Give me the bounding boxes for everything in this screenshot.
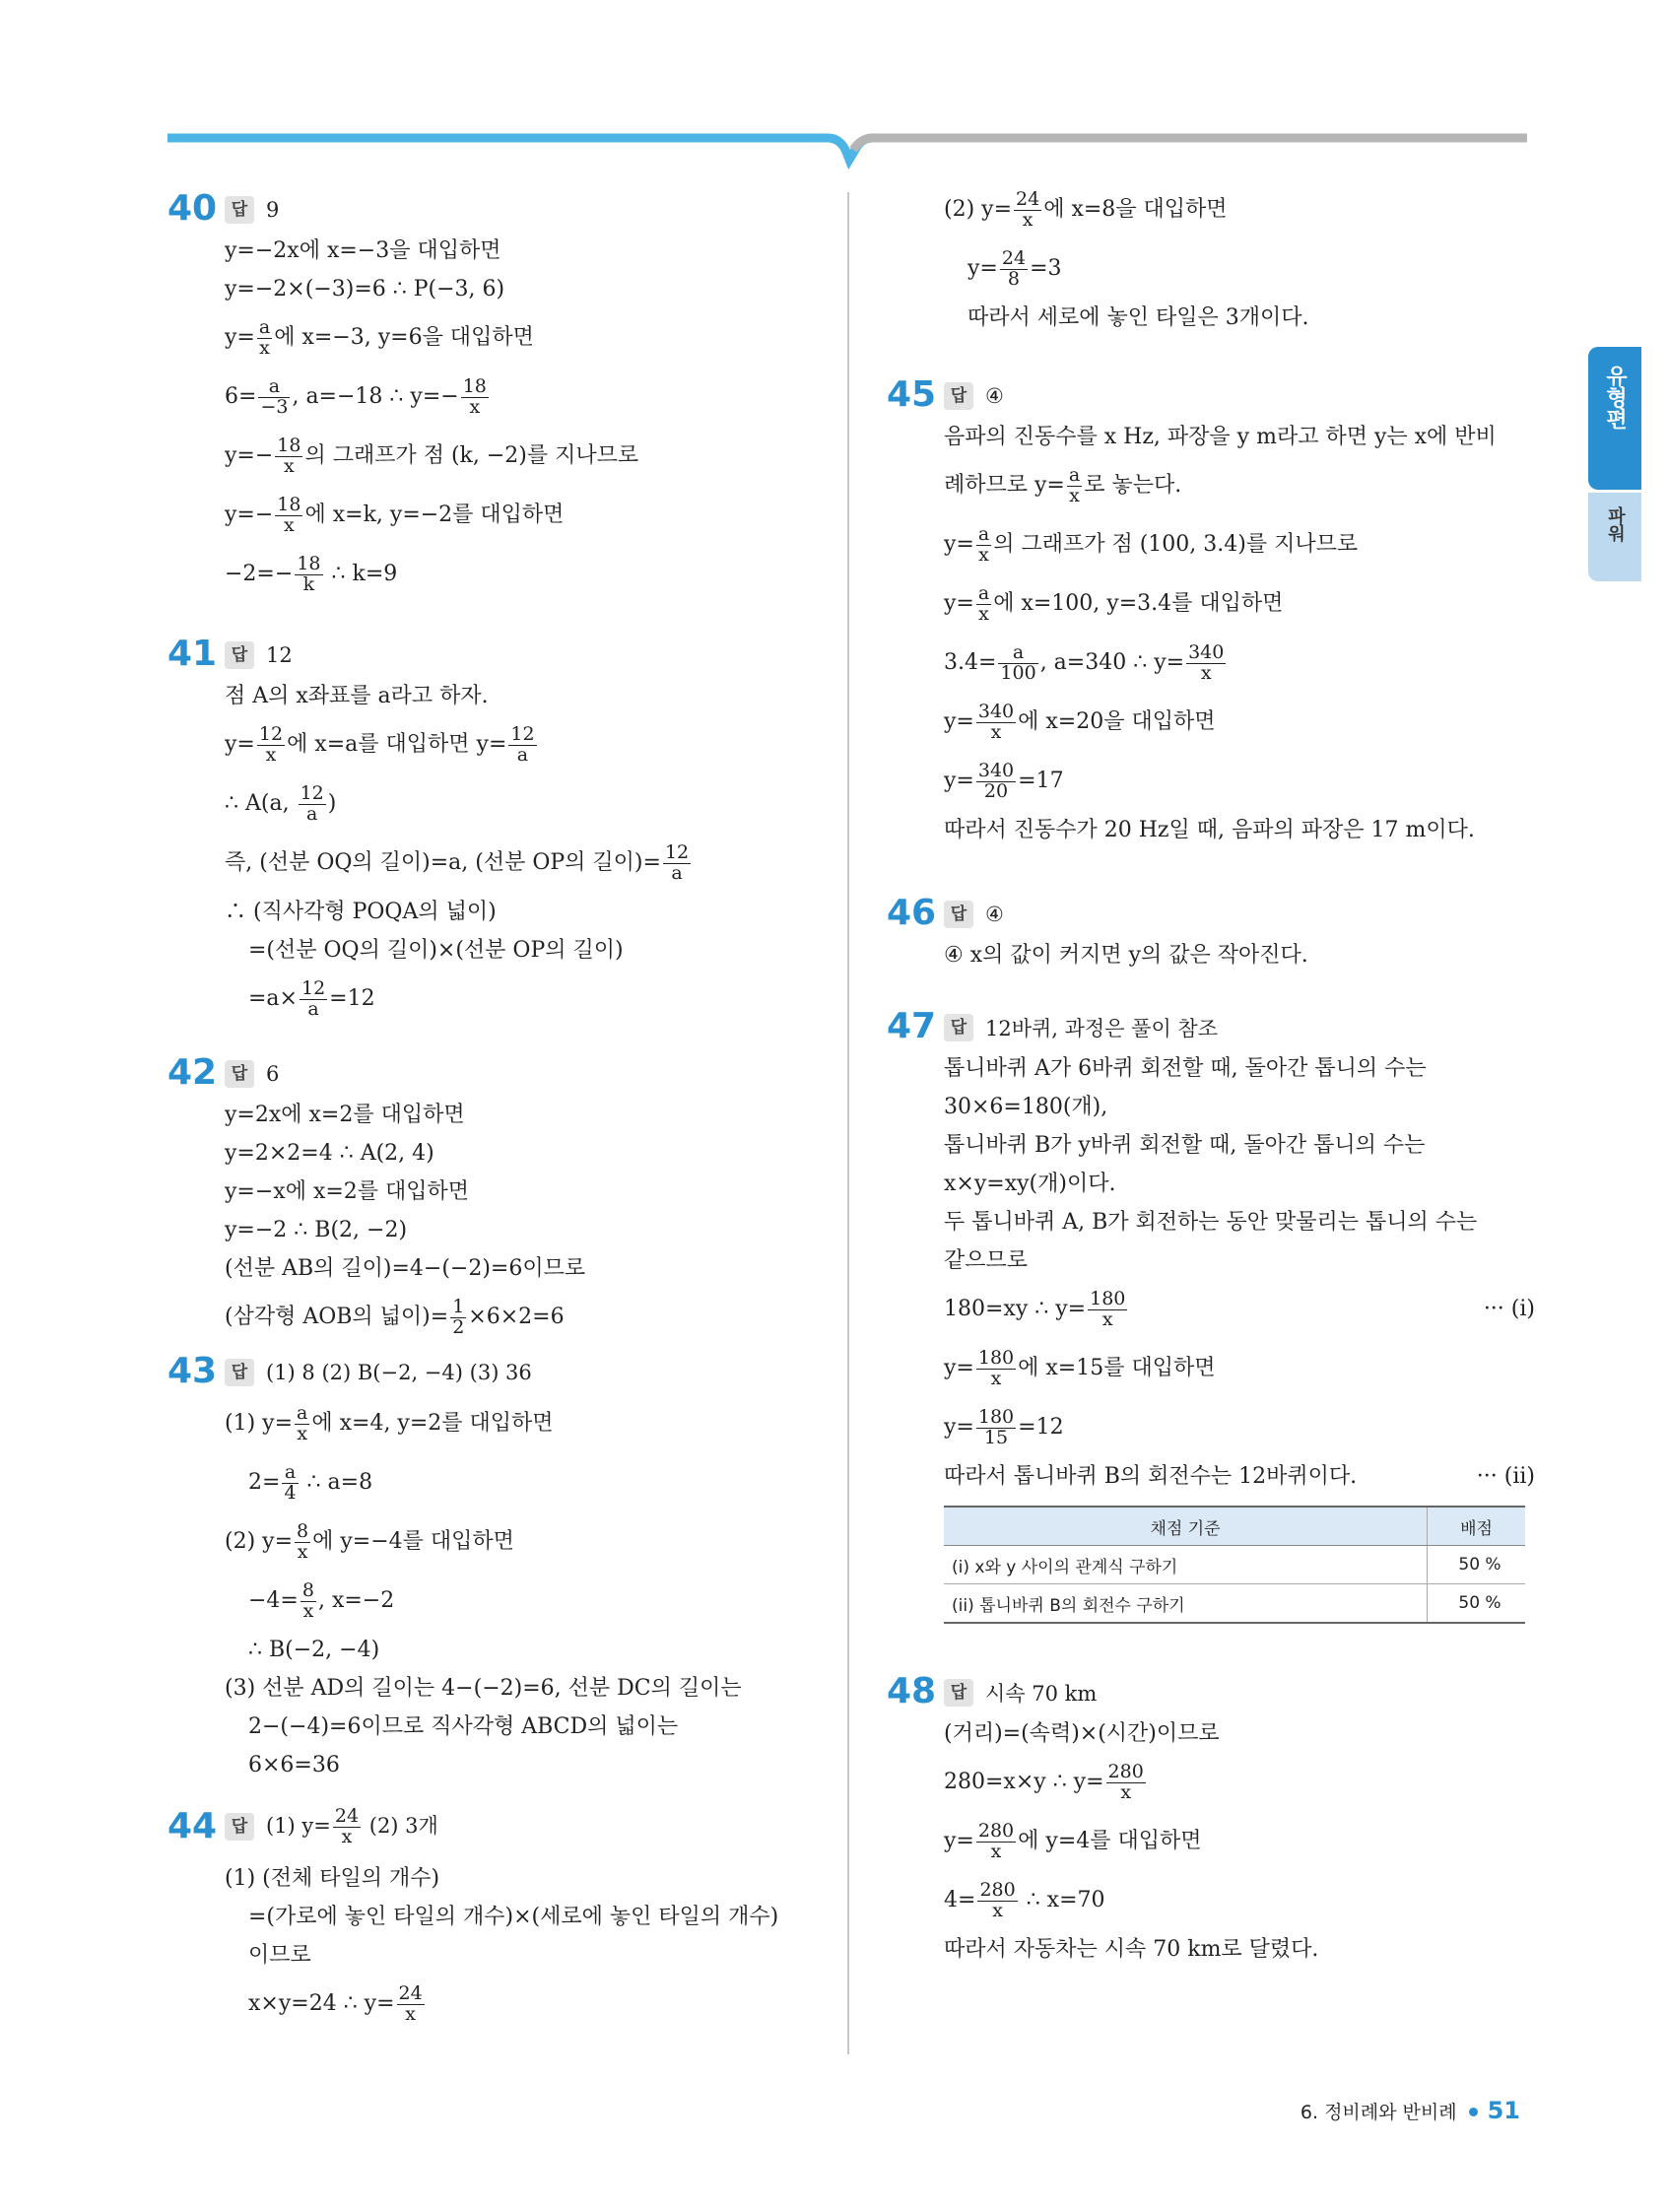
answer-text: ④ xyxy=(985,384,1004,408)
text: y= xyxy=(944,591,974,616)
numerator: 18 xyxy=(277,493,301,515)
solution-line xyxy=(225,774,837,834)
text: , a=−18 ∴ y=− xyxy=(292,384,459,409)
problem-40 xyxy=(167,188,837,604)
text: y= xyxy=(944,709,974,734)
answer-badge: 답 xyxy=(225,1060,254,1088)
solution-line xyxy=(944,1398,1535,1457)
denominator: x xyxy=(990,720,1002,743)
text: 에 x=a를 대입하면 y= xyxy=(287,732,507,757)
table-cell: (ii) 톱니바퀴 B의 회전수 구하기 xyxy=(944,1584,1428,1624)
solution-line: 음파의 진동수를 x Hz, 파장을 y m라고 하면 y는 x에 반비 xyxy=(944,425,1497,449)
solution-line xyxy=(944,574,1535,634)
text: 에 x=100, y=3.4를 대입하면 xyxy=(993,591,1284,616)
denominator: x xyxy=(297,1422,308,1444)
denominator: a xyxy=(306,802,318,825)
solution-line: 점 A의 x좌표를 a라고 하자. xyxy=(225,684,489,708)
fraction xyxy=(258,374,290,418)
solution-line: ④ x의 값이 커지면 y의 값은 작아진다. xyxy=(944,943,1308,968)
fraction xyxy=(976,581,991,625)
problem-46 xyxy=(887,893,1535,974)
answer-line xyxy=(225,1798,837,1855)
text: 에 x=4, y=2를 대입하면 xyxy=(311,1411,554,1436)
solution-line: x×y=xy(개)이다. xyxy=(944,1172,1116,1196)
denominator: a xyxy=(516,743,529,766)
answer-badge: 답 xyxy=(225,641,254,669)
text: y= xyxy=(944,1356,974,1380)
step-mark: ··· (i) xyxy=(1483,1297,1535,1321)
solution-line xyxy=(225,1453,837,1512)
fraction xyxy=(295,1519,310,1563)
solution-line: 따라서 진동수가 20 Hz일 때, 음파의 파장은 17 m이다. xyxy=(944,818,1475,842)
denominator: x xyxy=(284,513,295,536)
numerator: 12 xyxy=(258,722,284,745)
solution-line: 2−(−4)=6이므로 직사각형 ABCD의 넓이는 xyxy=(248,1714,679,1739)
text: 에 y=4를 대입하면 xyxy=(1018,1829,1202,1853)
text: 에 x=k, y=−2를 대입하면 xyxy=(304,503,565,527)
solution-line xyxy=(944,634,1535,693)
text: y= xyxy=(225,325,255,350)
fraction xyxy=(976,700,1016,743)
text: ×6×2=6 xyxy=(468,1305,565,1329)
text: (2) y= xyxy=(225,1529,294,1554)
denominator: 100 xyxy=(1000,661,1036,684)
numerator: a xyxy=(297,1401,308,1424)
text: 2= xyxy=(248,1470,281,1495)
numerator: a xyxy=(1068,463,1081,486)
fraction xyxy=(300,976,327,1020)
fraction xyxy=(295,552,322,595)
solution-line xyxy=(225,545,837,604)
solution-line xyxy=(944,515,1535,574)
numerator: 12 xyxy=(300,781,324,804)
text: , x=−2 xyxy=(317,1588,395,1613)
text: ∴ k=9 xyxy=(324,562,398,586)
denominator: x xyxy=(978,602,989,625)
denominator: x xyxy=(302,1599,314,1622)
numerator: 1 xyxy=(452,1295,465,1317)
bullet-dot-icon xyxy=(1469,2108,1478,2116)
page-number: 51 xyxy=(1487,2097,1520,2124)
fraction xyxy=(333,1804,361,1847)
answer-text: 시속 70 km xyxy=(985,1682,1098,1706)
problem-number: 40 xyxy=(167,188,218,229)
numerator: 18 xyxy=(297,552,321,574)
denominator: 2 xyxy=(452,1315,465,1338)
problem-number: 45 xyxy=(887,374,937,415)
solution-line xyxy=(225,1975,837,2034)
answer-line xyxy=(944,1010,1535,1045)
numerator: a xyxy=(977,581,990,604)
text: −2=− xyxy=(225,562,294,586)
answer-line xyxy=(225,1056,837,1092)
text: 로 놓는다. xyxy=(1084,473,1182,498)
denominator: x xyxy=(1069,484,1080,506)
text: y= xyxy=(225,732,255,757)
text: x×y=24 ∴ y= xyxy=(248,1991,395,2016)
text: 에 x=8을 대입하면 xyxy=(1043,197,1228,222)
solution-line xyxy=(944,1280,1535,1339)
solution-line: 30×6=180(개), xyxy=(944,1095,1108,1119)
solution-line: ∴ (직사각형 POQA의 넓이) xyxy=(225,900,497,924)
solution-line: y=−2×(−3)=6 ∴ P(−3, 6) xyxy=(225,277,505,302)
numerator: 180 xyxy=(977,1346,1015,1369)
fraction xyxy=(1067,463,1082,506)
solution-line xyxy=(225,1288,837,1347)
answer-badge: 답 xyxy=(944,901,973,928)
left-column xyxy=(167,188,837,2034)
problem-number: 44 xyxy=(167,1806,218,1846)
denominator: x xyxy=(992,1899,1003,1921)
solution-line: 톱니바퀴 B가 y바퀴 회전할 때, 돌아간 톱니의 수는 xyxy=(944,1133,1426,1158)
text: 에 x=15를 대입하면 xyxy=(1018,1356,1216,1380)
answer-badge: 답 xyxy=(225,196,254,224)
solution-line: =(선분 OQ의 길이)×(선분 OP의 길이) xyxy=(248,938,624,963)
solution-line xyxy=(225,427,837,486)
fraction xyxy=(282,1460,298,1504)
solution-line xyxy=(225,368,837,427)
numerator: 18 xyxy=(277,434,301,456)
solution-line: 따라서 자동차는 시속 70 km로 달렸다. xyxy=(944,1937,1319,1962)
denominator: x xyxy=(990,1840,1002,1862)
answer-badge: 답 xyxy=(225,1359,254,1386)
denominator: x xyxy=(469,395,481,418)
denominator: −3 xyxy=(260,395,289,418)
text: 280=x×y ∴ y= xyxy=(944,1770,1104,1794)
side-tab-label: 파워 xyxy=(1605,506,1626,542)
fraction xyxy=(976,759,1016,802)
text: y= xyxy=(944,1415,974,1440)
denominator: k xyxy=(302,572,315,595)
fraction xyxy=(976,1819,1016,1862)
text: (1) y= xyxy=(266,1813,331,1838)
answer-text: (1) 8 (2) B(−2, −4) (3) 36 xyxy=(266,1361,532,1384)
denominator: a xyxy=(671,861,683,884)
denominator: 15 xyxy=(983,1426,1009,1448)
numerator: 280 xyxy=(979,1878,1016,1901)
text: y= xyxy=(944,1829,974,1853)
denominator: x xyxy=(1200,661,1212,684)
numerator: 340 xyxy=(977,759,1015,781)
fraction xyxy=(998,640,1037,684)
solution-line xyxy=(225,486,837,545)
solution-line: (선분 AB의 길이)=4−(−2)=6이므로 xyxy=(225,1256,586,1281)
fraction xyxy=(299,781,326,825)
denominator: 20 xyxy=(983,779,1009,802)
answer-text: 6 xyxy=(266,1062,280,1086)
problem-44 xyxy=(167,1798,837,2034)
denominator: 4 xyxy=(284,1481,297,1504)
numerator: 8 xyxy=(297,1519,309,1542)
solution-line xyxy=(225,308,837,368)
text: y=− xyxy=(225,443,274,468)
solution-line xyxy=(225,834,837,893)
text: 에 y=−4를 대입하면 xyxy=(312,1529,514,1554)
text: y=− xyxy=(225,503,274,527)
problem-48 xyxy=(887,1671,1535,1969)
text: 6= xyxy=(225,384,257,409)
answer-badge: 답 xyxy=(944,1014,973,1041)
problem-number: 42 xyxy=(167,1052,218,1093)
text: =12 xyxy=(1018,1415,1064,1440)
solution-line xyxy=(944,180,1535,239)
denominator: x xyxy=(284,454,295,477)
answer-text: 12 xyxy=(266,643,293,667)
numerator: 12 xyxy=(300,976,326,999)
solution-line: 두 톱니바퀴 A, B가 회전하는 동안 맞물리는 톱니의 수는 xyxy=(944,1210,1478,1235)
solution-line xyxy=(944,239,1535,299)
problem-number: 43 xyxy=(167,1351,218,1391)
problem-number: 47 xyxy=(887,1006,937,1046)
numerator: 340 xyxy=(1188,640,1225,663)
numerator: 24 xyxy=(1016,187,1040,210)
denominator: x xyxy=(265,743,277,766)
text: 즉, (선분 OQ의 길이)=a, (선분 OP의 길이)= xyxy=(225,850,661,875)
fraction xyxy=(1014,187,1041,231)
right-column xyxy=(887,187,1535,1969)
text: 례하므로 y= xyxy=(944,473,1065,498)
answer-text: ④ xyxy=(985,903,1004,926)
solution-line: =(가로에 놓인 타일의 개수)×(세로에 놓인 타일의 개수) xyxy=(248,1905,779,1929)
solution-line: y=−2 ∴ B(2, −2) xyxy=(225,1218,408,1242)
header-bar xyxy=(0,0,1668,177)
answer-line xyxy=(944,378,1535,414)
table-header: 채점 기준 xyxy=(944,1507,1428,1546)
denominator: x xyxy=(990,1367,1002,1389)
fraction xyxy=(397,1981,425,2025)
solution-line xyxy=(944,1753,1535,1812)
side-tab-label: 유형편 xyxy=(1602,365,1628,430)
text: ) xyxy=(327,791,337,816)
fraction xyxy=(257,722,285,766)
numerator: 8 xyxy=(301,1578,314,1601)
text: 에 x=−3, y=6을 대입하면 xyxy=(274,325,534,350)
numerator: 18 xyxy=(462,374,487,397)
side-tab-power[interactable] xyxy=(1588,493,1641,581)
solution-line: y=2×2=4 ∴ A(2, 4) xyxy=(225,1141,434,1166)
answer-text: 12바퀴, 과정은 풀이 참조 xyxy=(985,1017,1218,1040)
solution-line: (1) (전체 타일의 개수) xyxy=(225,1866,440,1891)
problem-42 xyxy=(167,1052,837,1347)
scoring-table xyxy=(944,1506,1525,1624)
denominator: x xyxy=(341,1825,353,1847)
numerator: 12 xyxy=(510,722,535,745)
numerator: 280 xyxy=(1107,1760,1144,1782)
numerator: 12 xyxy=(664,840,690,863)
side-tab-type[interactable] xyxy=(1588,347,1641,490)
text: y= xyxy=(944,769,974,793)
text: −4= xyxy=(248,1588,299,1613)
fraction xyxy=(295,1401,309,1444)
answer-line xyxy=(225,637,837,673)
solution-line: y=2x에 x=2를 대입하면 xyxy=(225,1103,465,1127)
solution-line xyxy=(225,970,837,1029)
solution-line xyxy=(944,1812,1535,1871)
fraction xyxy=(1088,1287,1127,1330)
numerator: 24 xyxy=(334,1804,360,1827)
denominator: x xyxy=(297,1540,308,1563)
solution-line: 따라서 세로에 놓인 타일은 3개이다. xyxy=(967,305,1309,330)
problem-number: 48 xyxy=(887,1671,937,1711)
solution-line: 같으므로 xyxy=(944,1248,1029,1273)
text: 180=xy ∴ y= xyxy=(944,1297,1087,1321)
denominator: x xyxy=(405,2002,416,2025)
page-footer xyxy=(1301,2097,1520,2124)
text: =3 xyxy=(1030,256,1062,281)
text: =a× xyxy=(248,986,298,1011)
solution-line xyxy=(225,1394,837,1453)
numerator: a xyxy=(977,522,990,545)
column-divider xyxy=(847,192,849,2054)
numerator: a xyxy=(998,643,1037,664)
solution-line: y=−x에 x=2를 대입하면 xyxy=(225,1179,470,1204)
problem-47 xyxy=(887,1006,1535,1624)
fraction xyxy=(450,1295,466,1338)
denominator: a xyxy=(307,997,319,1020)
solution-line: ∴ B(−2, −4) xyxy=(248,1638,380,1662)
fraction xyxy=(976,522,991,566)
table-header-row xyxy=(944,1507,1525,1546)
table-cell: 50 % xyxy=(1428,1584,1526,1624)
solution-line xyxy=(944,1871,1535,1930)
solution-line xyxy=(944,456,1535,515)
solution-line xyxy=(225,715,837,774)
text: =12 xyxy=(329,986,375,1011)
denominator: x xyxy=(259,336,270,359)
fraction xyxy=(976,1405,1016,1448)
text: 따라서 톱니바퀴 B의 회전수는 12바퀴이다. xyxy=(944,1464,1358,1489)
solution-line xyxy=(944,1457,1535,1496)
problem-41 xyxy=(167,634,837,1029)
numerator: a xyxy=(258,315,271,338)
numerator: 280 xyxy=(977,1819,1015,1842)
numerator: 24 xyxy=(1001,246,1027,269)
text: 의 그래프가 점 (100, 3.4)를 지나므로 xyxy=(993,532,1359,557)
text: 에 x=20을 대입하면 xyxy=(1018,709,1216,734)
table-cell: (i) x와 y 사이의 관계식 구하기 xyxy=(944,1546,1428,1584)
solution-line xyxy=(944,752,1535,811)
denominator: x xyxy=(978,543,989,566)
text: 3.4= xyxy=(944,650,997,675)
text: y= xyxy=(944,532,974,557)
text: =17 xyxy=(1018,769,1064,793)
text: (1) y= xyxy=(225,1411,294,1436)
solution-line: 이므로 xyxy=(248,1943,311,1968)
answer-badge: 답 xyxy=(944,382,973,410)
fraction xyxy=(461,374,489,418)
step-mark: ··· (ii) xyxy=(1476,1464,1535,1489)
answer-line xyxy=(944,897,1535,932)
fraction xyxy=(1186,640,1226,684)
solution-line: y=−2x에 x=−3을 대입하면 xyxy=(225,238,501,263)
denominator: 8 xyxy=(1007,267,1021,290)
answer-line xyxy=(225,192,837,228)
numerator: 24 xyxy=(398,1981,423,2004)
solution-line: (거리)=(속력)×(시간)이므로 xyxy=(944,1721,1220,1746)
answer-badge: 답 xyxy=(225,1813,254,1841)
solution-line: 톱니바퀴 A가 6바퀴 회전할 때, 돌아간 톱니의 수는 xyxy=(944,1056,1427,1081)
text: (삼각형 AOB의 넓이)= xyxy=(225,1305,449,1329)
table-header: 배점 xyxy=(1428,1507,1526,1546)
chapter-title: 6. 정비례와 반비례 xyxy=(1300,2102,1457,2123)
table-cell: 50 % xyxy=(1428,1546,1526,1584)
numerator: a xyxy=(282,1463,298,1484)
answer-line xyxy=(225,1355,837,1390)
solution-line: 6×6=36 xyxy=(248,1753,340,1777)
denominator: x xyxy=(1101,1307,1113,1330)
fraction xyxy=(257,315,272,359)
numerator: 180 xyxy=(977,1405,1015,1428)
text: ∴ a=8 xyxy=(300,1470,373,1495)
fraction xyxy=(976,1346,1016,1389)
text: y= xyxy=(967,256,998,281)
text: ∴ A(a, xyxy=(225,791,297,816)
denominator: x xyxy=(1120,1780,1132,1803)
answer-badge: 답 xyxy=(944,1679,973,1707)
problem-number: 41 xyxy=(167,634,218,674)
table-row xyxy=(944,1584,1525,1624)
text: (2) y= xyxy=(944,197,1013,222)
problem-45 xyxy=(887,374,1535,849)
solution-line xyxy=(225,1572,837,1631)
text: 4= xyxy=(944,1888,976,1912)
numerator: a xyxy=(258,377,290,398)
fraction xyxy=(663,840,691,884)
fraction xyxy=(300,1578,316,1622)
fraction xyxy=(977,1878,1017,1921)
text: , a=340 ∴ y= xyxy=(1039,650,1185,675)
denominator: x xyxy=(1022,208,1034,231)
solution-line xyxy=(225,1512,837,1572)
numerator: 180 xyxy=(1090,1287,1126,1309)
fraction xyxy=(508,722,536,766)
table-row xyxy=(944,1546,1525,1584)
solution-line xyxy=(944,693,1535,752)
answer-text: 9 xyxy=(266,198,280,222)
fraction xyxy=(1106,1760,1146,1803)
problem-43 xyxy=(167,1351,837,1784)
fraction xyxy=(275,436,302,477)
answer-line xyxy=(944,1675,1535,1710)
answer-text xyxy=(266,1804,438,1847)
problem-44-continued xyxy=(944,180,1535,337)
text: ∴ x=70 xyxy=(1019,1888,1105,1912)
solution-line xyxy=(944,1339,1535,1398)
solution-line: (3) 선분 AD의 길이는 4−(−2)=6, 선분 DC의 길이는 xyxy=(225,1676,742,1701)
fraction xyxy=(1000,246,1028,290)
numerator: 340 xyxy=(977,700,1015,722)
text: 의 그래프가 점 (k, −2)를 지나므로 xyxy=(304,443,639,468)
text: (2) 3개 xyxy=(363,1813,438,1838)
problem-number: 46 xyxy=(887,893,937,933)
fraction xyxy=(275,493,302,536)
